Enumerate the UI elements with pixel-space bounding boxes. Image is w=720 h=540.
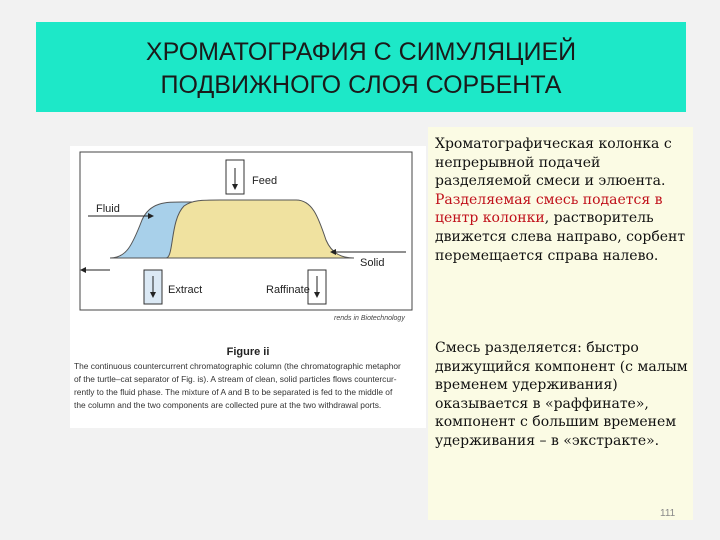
fluid-label: Fluid [96,203,120,215]
description-paragraph-1 [435,135,691,265]
title-line-2: ПОДВИЖНОГО СЛОЯ СОРБЕНТА [160,71,562,99]
figure-caption [74,360,424,412]
raffinate-label: Raffinate [266,284,310,296]
caption-line: of the turtle–cat separator of Fig. is). A stream of clean, solid particles flows countercur- [74,374,397,384]
figure-credit: rends in Biotechnology [334,315,405,322]
para1-text-end: , растворитель движется слева направо, сорбент перемещается справа налево. [435,210,686,264]
fluid-out-arrowhead [80,267,86,273]
para1-text: Хроматографическая колонка с непрерывной подачей разделяемой смеси и элюента. [435,136,672,190]
description-paragraph-2: Смесь разделяется: быстро движущийся компонент (с малым временем удерживания) оказывается в «раффинате», компонент с большим временем удерживания – в «экстракте». [435,340,688,449]
caption-line: The continuous countercurrent chromatographic column (the chromatographic metaphor [74,361,401,371]
chromatography-figure [70,146,426,428]
title-line-1: ХРОМАТОГРАФИЯ С СИМУЛЯЦИЕЙ [145,38,577,66]
solid-label: Solid [360,257,385,269]
slide-title [36,36,686,102]
feed-label: Feed [252,175,278,187]
caption-line: the column and the two components are collected pure at the two withdrawal ports. [74,400,382,410]
para1-highlight: Разделяемая смесь подается в центр колонки [435,191,663,227]
page-number: 111 [660,508,676,519]
caption-line: rently to the fluid phase. The mixture of A and B to be separated is fed to the middle of [74,387,393,397]
title-banner [36,22,686,112]
description-panel [428,127,693,520]
figure-caption-title: Figure ii [226,346,270,358]
column-diagram [70,146,426,346]
extract-label: Extract [168,284,203,296]
raffinate-peak [166,200,354,258]
